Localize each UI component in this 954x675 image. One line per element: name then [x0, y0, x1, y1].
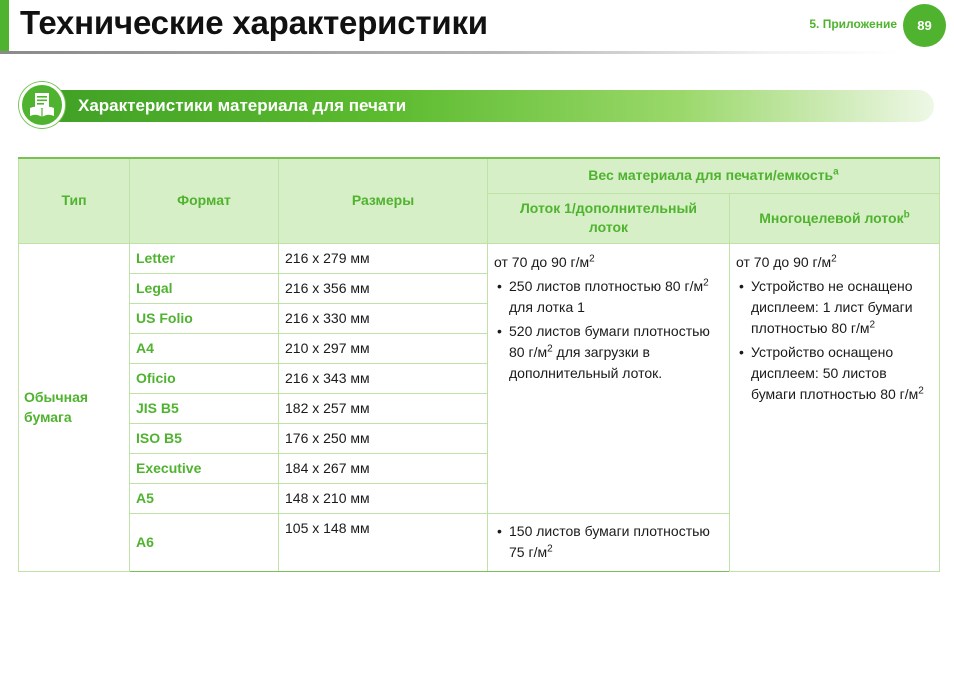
format-cell: Executive	[130, 453, 279, 483]
size-cell: 182 x 257 мм	[279, 393, 488, 423]
section-title: Характеристики материала для печати	[78, 96, 407, 115]
footnote-marker-b: b	[903, 208, 910, 220]
format-cell: ISO B5	[130, 423, 279, 453]
column-header-multipurpose-tray: Многоцелевой лоток$^b$	[730, 193, 940, 243]
size-cell: 216 x 343 мм	[279, 363, 488, 393]
column-header-dimensions: Размеры	[279, 158, 488, 243]
chapter-label: 5. Приложение	[809, 17, 897, 31]
page-number-badge: 89	[903, 4, 946, 47]
tray1-capacity-cell	[488, 243, 730, 513]
list-item: • 250 листов плотностью 80 $г/м^2$ для лотка 1	[494, 276, 723, 318]
media-type-cell: Обычная бумага	[19, 243, 130, 571]
size-cell: 176 x 250 мм	[279, 423, 488, 453]
format-cell: Oficio	[130, 363, 279, 393]
size-cell: 216 x 330 мм	[279, 303, 488, 333]
column-header-weight-capacity: Вес материала для печати/емкость$^a$	[488, 158, 940, 193]
footnote-marker-a: a	[833, 166, 839, 178]
column-header-format: Формат	[130, 158, 279, 243]
list-item: • 150 листов бумаги плотностью 75 $г/м^2$	[494, 521, 723, 563]
list-item: • 520 листов бумаги плотностью 80 $г/м^2$ для загрузки в дополнительный лоток.	[494, 321, 723, 384]
size-cell: 105 x 148 мм	[279, 513, 488, 571]
format-cell: Letter	[130, 243, 279, 273]
size-cell: 216 x 279 мм	[279, 243, 488, 273]
tray1-weight: от 70 до 90 $г/м^2$	[494, 252, 595, 270]
format-cell: A6	[130, 513, 279, 571]
size-cell: 216 x 356 мм	[279, 273, 488, 303]
column-header-tray1: Лоток 1/дополнительный лоток	[488, 193, 730, 243]
media-specs-table	[18, 157, 940, 572]
title-divider	[0, 51, 900, 54]
format-cell: A5	[130, 483, 279, 513]
tray1-capacity-a6-cell	[488, 513, 730, 571]
size-cell: 184 x 267 мм	[279, 453, 488, 483]
format-cell: US Folio	[130, 303, 279, 333]
size-cell: 210 x 297 мм	[279, 333, 488, 363]
left-accent-strip	[0, 0, 9, 52]
multipurpose-weight: от 70 до 90 $г/м^2$	[736, 252, 837, 270]
document-book-icon	[19, 82, 65, 128]
multipurpose-capacity-cell	[730, 243, 940, 571]
list-item: • Устройство не оснащено дисплеем: 1 лист бумаги плотностью 80 $г/м^2$	[736, 276, 933, 339]
format-cell: Legal	[130, 273, 279, 303]
size-cell: 148 x 210 мм	[279, 483, 488, 513]
page-title: Технические характеристики	[20, 4, 488, 41]
column-header-type: Тип	[19, 158, 130, 243]
format-cell: JIS B5	[130, 393, 279, 423]
format-cell: A4	[130, 333, 279, 363]
table-row	[19, 243, 940, 273]
list-item: • Устройство оснащено дисплеем: 50 листов бумаги плотностью 80 $г/м^2$	[736, 342, 933, 405]
